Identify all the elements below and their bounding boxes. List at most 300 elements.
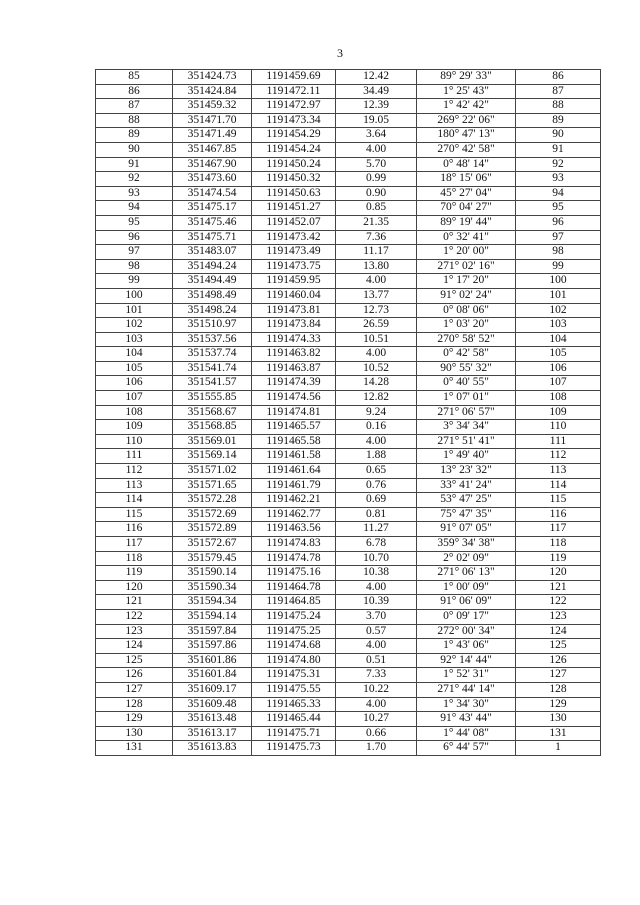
- point-to-cell: 1: [516, 741, 601, 756]
- angle-cell: 1° 00' 09": [417, 580, 516, 595]
- length-cell: 4.00: [336, 142, 417, 157]
- table-row: [96, 259, 601, 274]
- point-from-cell: 97: [96, 245, 173, 260]
- table-row: [96, 639, 601, 654]
- x-coordinate-cell: 351572.89: [173, 522, 252, 537]
- x-coordinate-cell: 351609.48: [173, 697, 252, 712]
- point-to-cell: 106: [516, 361, 601, 376]
- table-row: [96, 697, 601, 712]
- x-coordinate-cell: 351601.84: [173, 668, 252, 683]
- table-row: [96, 682, 601, 697]
- y-coordinate-cell: 1191474.83: [252, 537, 336, 552]
- length-cell: 0.51: [336, 653, 417, 668]
- length-cell: 1.88: [336, 449, 417, 464]
- table-row: [96, 434, 601, 449]
- point-to-cell: 118: [516, 537, 601, 552]
- length-cell: 10.52: [336, 361, 417, 376]
- table-row: [96, 303, 601, 318]
- point-from-cell: 121: [96, 595, 173, 610]
- x-coordinate-cell: 351594.34: [173, 595, 252, 610]
- length-cell: 10.22: [336, 682, 417, 697]
- length-cell: 7.36: [336, 230, 417, 245]
- angle-cell: 1° 20' 00": [417, 245, 516, 260]
- angle-cell: 1° 03' 20": [417, 318, 516, 333]
- x-coordinate-cell: 351483.07: [173, 245, 252, 260]
- length-cell: 12.82: [336, 391, 417, 406]
- angle-cell: 1° 44' 08": [417, 726, 516, 741]
- length-cell: 4.00: [336, 697, 417, 712]
- length-cell: 13.77: [336, 288, 417, 303]
- table-row: [96, 186, 601, 201]
- point-to-cell: 121: [516, 580, 601, 595]
- x-coordinate-cell: 351613.83: [173, 741, 252, 756]
- angle-cell: 13° 23' 32": [417, 464, 516, 479]
- angle-cell: 1° 34' 30": [417, 697, 516, 712]
- table-row: [96, 726, 601, 741]
- y-coordinate-cell: 1191475.71: [252, 726, 336, 741]
- length-cell: 7.33: [336, 668, 417, 683]
- length-cell: 0.76: [336, 478, 417, 493]
- length-cell: 1.70: [336, 741, 417, 756]
- point-to-cell: 120: [516, 566, 601, 581]
- length-cell: 14.28: [336, 376, 417, 391]
- point-from-cell: 114: [96, 493, 173, 508]
- length-cell: 10.27: [336, 712, 417, 727]
- point-to-cell: 86: [516, 70, 601, 85]
- x-coordinate-cell: 351424.73: [173, 70, 252, 85]
- angle-cell: 1° 25' 43": [417, 84, 516, 99]
- point-from-cell: 102: [96, 318, 173, 333]
- point-to-cell: 119: [516, 551, 601, 566]
- length-cell: 11.17: [336, 245, 417, 260]
- table-row: [96, 391, 601, 406]
- table-row: [96, 142, 601, 157]
- length-cell: 19.05: [336, 113, 417, 128]
- length-cell: 3.70: [336, 609, 417, 624]
- angle-cell: 271° 02' 16": [417, 259, 516, 274]
- y-coordinate-cell: 1191475.16: [252, 566, 336, 581]
- y-coordinate-cell: 1191474.39: [252, 376, 336, 391]
- point-to-cell: 109: [516, 405, 601, 420]
- angle-cell: 270° 58' 52": [417, 332, 516, 347]
- angle-cell: 272° 00' 34": [417, 624, 516, 639]
- point-from-cell: 124: [96, 639, 173, 654]
- x-coordinate-cell: 351594.14: [173, 609, 252, 624]
- angle-cell: 269° 22' 06": [417, 113, 516, 128]
- angle-cell: 1° 17' 20": [417, 274, 516, 289]
- point-from-cell: 126: [96, 668, 173, 683]
- point-to-cell: 101: [516, 288, 601, 303]
- length-cell: 0.66: [336, 726, 417, 741]
- angle-cell: 91° 43' 44": [417, 712, 516, 727]
- table-row: [96, 113, 601, 128]
- point-to-cell: 128: [516, 682, 601, 697]
- table-row: [96, 70, 601, 85]
- length-cell: 0.90: [336, 186, 417, 201]
- point-from-cell: 109: [96, 420, 173, 435]
- length-cell: 26.59: [336, 318, 417, 333]
- point-from-cell: 125: [96, 653, 173, 668]
- point-to-cell: 122: [516, 595, 601, 610]
- point-from-cell: 110: [96, 434, 173, 449]
- point-from-cell: 90: [96, 142, 173, 157]
- point-from-cell: 103: [96, 332, 173, 347]
- length-cell: 0.85: [336, 201, 417, 216]
- length-cell: 0.16: [336, 420, 417, 435]
- x-coordinate-cell: 351473.60: [173, 172, 252, 187]
- y-coordinate-cell: 1191463.82: [252, 347, 336, 362]
- coordinates-table: [95, 69, 601, 756]
- page-number: 3: [337, 46, 343, 60]
- table-row: [96, 507, 601, 522]
- angle-cell: 45° 27' 04": [417, 186, 516, 201]
- table-row: [96, 449, 601, 464]
- angle-cell: 0° 08' 06": [417, 303, 516, 318]
- y-coordinate-cell: 1191450.63: [252, 186, 336, 201]
- length-cell: 0.65: [336, 464, 417, 479]
- point-from-cell: 93: [96, 186, 173, 201]
- angle-cell: 91° 06' 09": [417, 595, 516, 610]
- length-cell: 9.24: [336, 405, 417, 420]
- point-from-cell: 91: [96, 157, 173, 172]
- point-from-cell: 129: [96, 712, 173, 727]
- x-coordinate-cell: 351590.14: [173, 566, 252, 581]
- length-cell: 0.99: [336, 172, 417, 187]
- angle-cell: 0° 09' 17": [417, 609, 516, 624]
- point-from-cell: 101: [96, 303, 173, 318]
- point-from-cell: 128: [96, 697, 173, 712]
- y-coordinate-cell: 1191465.58: [252, 434, 336, 449]
- angle-cell: 1° 42' 42": [417, 99, 516, 114]
- angle-cell: 89° 29' 33": [417, 70, 516, 85]
- y-coordinate-cell: 1191452.07: [252, 215, 336, 230]
- point-to-cell: 108: [516, 391, 601, 406]
- length-cell: 0.57: [336, 624, 417, 639]
- angle-cell: 91° 02' 24": [417, 288, 516, 303]
- point-from-cell: 107: [96, 391, 173, 406]
- x-coordinate-cell: 351609.17: [173, 682, 252, 697]
- length-cell: 4.00: [336, 639, 417, 654]
- point-to-cell: 125: [516, 639, 601, 654]
- x-coordinate-cell: 351467.90: [173, 157, 252, 172]
- y-coordinate-cell: 1191475.73: [252, 741, 336, 756]
- point-to-cell: 92: [516, 157, 601, 172]
- y-coordinate-cell: 1191474.80: [252, 653, 336, 668]
- point-to-cell: 99: [516, 259, 601, 274]
- table-row: [96, 128, 601, 143]
- length-cell: 11.27: [336, 522, 417, 537]
- y-coordinate-cell: 1191472.97: [252, 99, 336, 114]
- point-from-cell: 115: [96, 507, 173, 522]
- angle-cell: 0° 48' 14": [417, 157, 516, 172]
- point-to-cell: 102: [516, 303, 601, 318]
- point-from-cell: 96: [96, 230, 173, 245]
- point-from-cell: 98: [96, 259, 173, 274]
- angle-cell: 18° 15' 06": [417, 172, 516, 187]
- table-row: [96, 245, 601, 260]
- point-to-cell: 97: [516, 230, 601, 245]
- length-cell: 10.51: [336, 332, 417, 347]
- point-to-cell: 98: [516, 245, 601, 260]
- angle-cell: 92° 14' 44": [417, 653, 516, 668]
- table-row: [96, 522, 601, 537]
- table-row: [96, 332, 601, 347]
- angle-cell: 91° 07' 05": [417, 522, 516, 537]
- length-cell: 4.00: [336, 274, 417, 289]
- x-coordinate-cell: 351471.70: [173, 113, 252, 128]
- angle-cell: 0° 42' 58": [417, 347, 516, 362]
- table-row: [96, 464, 601, 479]
- table-row: [96, 478, 601, 493]
- x-coordinate-cell: 351474.54: [173, 186, 252, 201]
- angle-cell: 70° 04' 27": [417, 201, 516, 216]
- table-row: [96, 580, 601, 595]
- table-row: [96, 668, 601, 683]
- length-cell: 0.69: [336, 493, 417, 508]
- point-from-cell: 116: [96, 522, 173, 537]
- point-from-cell: 86: [96, 84, 173, 99]
- length-cell: 4.00: [336, 434, 417, 449]
- table-row: [96, 376, 601, 391]
- x-coordinate-cell: 351498.24: [173, 303, 252, 318]
- point-to-cell: 89: [516, 113, 601, 128]
- y-coordinate-cell: 1191461.58: [252, 449, 336, 464]
- angle-cell: 271° 06' 57": [417, 405, 516, 420]
- x-coordinate-cell: 351537.56: [173, 332, 252, 347]
- x-coordinate-cell: 351568.85: [173, 420, 252, 435]
- point-from-cell: 100: [96, 288, 173, 303]
- y-coordinate-cell: 1191463.56: [252, 522, 336, 537]
- point-to-cell: 124: [516, 624, 601, 639]
- table-row: [96, 230, 601, 245]
- table-row: [96, 712, 601, 727]
- length-cell: 4.00: [336, 347, 417, 362]
- angle-cell: 33° 41' 24": [417, 478, 516, 493]
- y-coordinate-cell: 1191450.32: [252, 172, 336, 187]
- point-to-cell: 105: [516, 347, 601, 362]
- point-to-cell: 114: [516, 478, 601, 493]
- point-to-cell: 96: [516, 215, 601, 230]
- x-coordinate-cell: 351424.84: [173, 84, 252, 99]
- table-row: [96, 361, 601, 376]
- x-coordinate-cell: 351494.49: [173, 274, 252, 289]
- table-row: [96, 537, 601, 552]
- angle-cell: 271° 51' 41": [417, 434, 516, 449]
- table-row: [96, 741, 601, 756]
- x-coordinate-cell: 351571.65: [173, 478, 252, 493]
- x-coordinate-cell: 351571.02: [173, 464, 252, 479]
- angle-cell: 90° 55' 32": [417, 361, 516, 376]
- y-coordinate-cell: 1191451.27: [252, 201, 336, 216]
- length-cell: 12.73: [336, 303, 417, 318]
- point-from-cell: 99: [96, 274, 173, 289]
- x-coordinate-cell: 351475.17: [173, 201, 252, 216]
- point-from-cell: 113: [96, 478, 173, 493]
- point-to-cell: 110: [516, 420, 601, 435]
- y-coordinate-cell: 1191465.57: [252, 420, 336, 435]
- y-coordinate-cell: 1191465.44: [252, 712, 336, 727]
- point-to-cell: 117: [516, 522, 601, 537]
- point-from-cell: 117: [96, 537, 173, 552]
- point-to-cell: 107: [516, 376, 601, 391]
- coordinates-table-body: [96, 70, 601, 756]
- y-coordinate-cell: 1191463.87: [252, 361, 336, 376]
- angle-cell: 271° 44' 14": [417, 682, 516, 697]
- table-row: [96, 566, 601, 581]
- y-coordinate-cell: 1191473.49: [252, 245, 336, 260]
- table-row: [96, 318, 601, 333]
- point-to-cell: 111: [516, 434, 601, 449]
- point-from-cell: 92: [96, 172, 173, 187]
- length-cell: 34.49: [336, 84, 417, 99]
- table-row: [96, 420, 601, 435]
- angle-cell: 0° 40' 55": [417, 376, 516, 391]
- point-to-cell: 116: [516, 507, 601, 522]
- length-cell: 10.39: [336, 595, 417, 610]
- x-coordinate-cell: 351579.45: [173, 551, 252, 566]
- point-to-cell: 115: [516, 493, 601, 508]
- point-from-cell: 87: [96, 99, 173, 114]
- point-from-cell: 111: [96, 449, 173, 464]
- length-cell: 4.00: [336, 580, 417, 595]
- table-row: [96, 551, 601, 566]
- angle-cell: 0° 32' 41": [417, 230, 516, 245]
- y-coordinate-cell: 1191473.81: [252, 303, 336, 318]
- y-coordinate-cell: 1191460.04: [252, 288, 336, 303]
- y-coordinate-cell: 1191474.33: [252, 332, 336, 347]
- y-coordinate-cell: 1191465.33: [252, 697, 336, 712]
- y-coordinate-cell: 1191462.21: [252, 493, 336, 508]
- angle-cell: 2° 02' 09": [417, 551, 516, 566]
- point-from-cell: 118: [96, 551, 173, 566]
- y-coordinate-cell: 1191459.95: [252, 274, 336, 289]
- angle-cell: 1° 07' 01": [417, 391, 516, 406]
- point-to-cell: 126: [516, 653, 601, 668]
- point-to-cell: 100: [516, 274, 601, 289]
- table-row: [96, 201, 601, 216]
- point-to-cell: 112: [516, 449, 601, 464]
- y-coordinate-cell: 1191475.31: [252, 668, 336, 683]
- table-row: [96, 405, 601, 420]
- point-from-cell: 94: [96, 201, 173, 216]
- point-from-cell: 104: [96, 347, 173, 362]
- point-to-cell: 87: [516, 84, 601, 99]
- x-coordinate-cell: 351471.49: [173, 128, 252, 143]
- table-row: [96, 172, 601, 187]
- point-from-cell: 89: [96, 128, 173, 143]
- x-coordinate-cell: 351537.74: [173, 347, 252, 362]
- point-from-cell: 108: [96, 405, 173, 420]
- table-row: [96, 99, 601, 114]
- x-coordinate-cell: 351498.49: [173, 288, 252, 303]
- point-to-cell: 88: [516, 99, 601, 114]
- table-row: [96, 288, 601, 303]
- y-coordinate-cell: 1191475.55: [252, 682, 336, 697]
- y-coordinate-cell: 1191474.68: [252, 639, 336, 654]
- angle-cell: 3° 34' 34": [417, 420, 516, 435]
- x-coordinate-cell: 351569.14: [173, 449, 252, 464]
- angle-cell: 6° 44' 57": [417, 741, 516, 756]
- angle-cell: 270° 42' 58": [417, 142, 516, 157]
- length-cell: 0.81: [336, 507, 417, 522]
- y-coordinate-cell: 1191475.24: [252, 609, 336, 624]
- x-coordinate-cell: 351569.01: [173, 434, 252, 449]
- y-coordinate-cell: 1191475.25: [252, 624, 336, 639]
- x-coordinate-cell: 351597.86: [173, 639, 252, 654]
- point-from-cell: 106: [96, 376, 173, 391]
- point-to-cell: 130: [516, 712, 601, 727]
- y-coordinate-cell: 1191474.78: [252, 551, 336, 566]
- y-coordinate-cell: 1191474.56: [252, 391, 336, 406]
- point-from-cell: 95: [96, 215, 173, 230]
- x-coordinate-cell: 351590.34: [173, 580, 252, 595]
- angle-cell: 89° 19' 44": [417, 215, 516, 230]
- x-coordinate-cell: 351555.85: [173, 391, 252, 406]
- point-from-cell: 88: [96, 113, 173, 128]
- point-to-cell: 127: [516, 668, 601, 683]
- x-coordinate-cell: 351613.48: [173, 712, 252, 727]
- angle-cell: 271° 06' 13": [417, 566, 516, 581]
- point-from-cell: 127: [96, 682, 173, 697]
- x-coordinate-cell: 351541.57: [173, 376, 252, 391]
- x-coordinate-cell: 351572.67: [173, 537, 252, 552]
- point-from-cell: 119: [96, 566, 173, 581]
- point-from-cell: 120: [96, 580, 173, 595]
- x-coordinate-cell: 351572.28: [173, 493, 252, 508]
- length-cell: 10.38: [336, 566, 417, 581]
- length-cell: 3.64: [336, 128, 417, 143]
- point-from-cell: 130: [96, 726, 173, 741]
- table-row: [96, 653, 601, 668]
- point-to-cell: 103: [516, 318, 601, 333]
- table-row: [96, 609, 601, 624]
- angle-cell: 359° 34' 38": [417, 537, 516, 552]
- x-coordinate-cell: 351467.85: [173, 142, 252, 157]
- x-coordinate-cell: 351510.97: [173, 318, 252, 333]
- point-from-cell: 85: [96, 70, 173, 85]
- point-from-cell: 131: [96, 741, 173, 756]
- point-to-cell: 129: [516, 697, 601, 712]
- angle-cell: 1° 49' 40": [417, 449, 516, 464]
- x-coordinate-cell: 351572.69: [173, 507, 252, 522]
- angle-cell: 1° 52' 31": [417, 668, 516, 683]
- x-coordinate-cell: 351475.71: [173, 230, 252, 245]
- y-coordinate-cell: 1191454.24: [252, 142, 336, 157]
- y-coordinate-cell: 1191472.11: [252, 84, 336, 99]
- table-row: [96, 84, 601, 99]
- y-coordinate-cell: 1191464.78: [252, 580, 336, 595]
- point-to-cell: 94: [516, 186, 601, 201]
- y-coordinate-cell: 1191473.34: [252, 113, 336, 128]
- x-coordinate-cell: 351475.46: [173, 215, 252, 230]
- angle-cell: 1° 43' 06": [417, 639, 516, 654]
- y-coordinate-cell: 1191450.24: [252, 157, 336, 172]
- y-coordinate-cell: 1191454.29: [252, 128, 336, 143]
- x-coordinate-cell: 351494.24: [173, 259, 252, 274]
- y-coordinate-cell: 1191459.69: [252, 70, 336, 85]
- point-to-cell: 113: [516, 464, 601, 479]
- y-coordinate-cell: 1191461.79: [252, 478, 336, 493]
- length-cell: 10.70: [336, 551, 417, 566]
- table-row: [96, 215, 601, 230]
- table-row: [96, 493, 601, 508]
- length-cell: 6.78: [336, 537, 417, 552]
- point-from-cell: 112: [96, 464, 173, 479]
- x-coordinate-cell: 351541.74: [173, 361, 252, 376]
- angle-cell: 75° 47' 35": [417, 507, 516, 522]
- y-coordinate-cell: 1191464.85: [252, 595, 336, 610]
- angle-cell: 53° 47' 25": [417, 493, 516, 508]
